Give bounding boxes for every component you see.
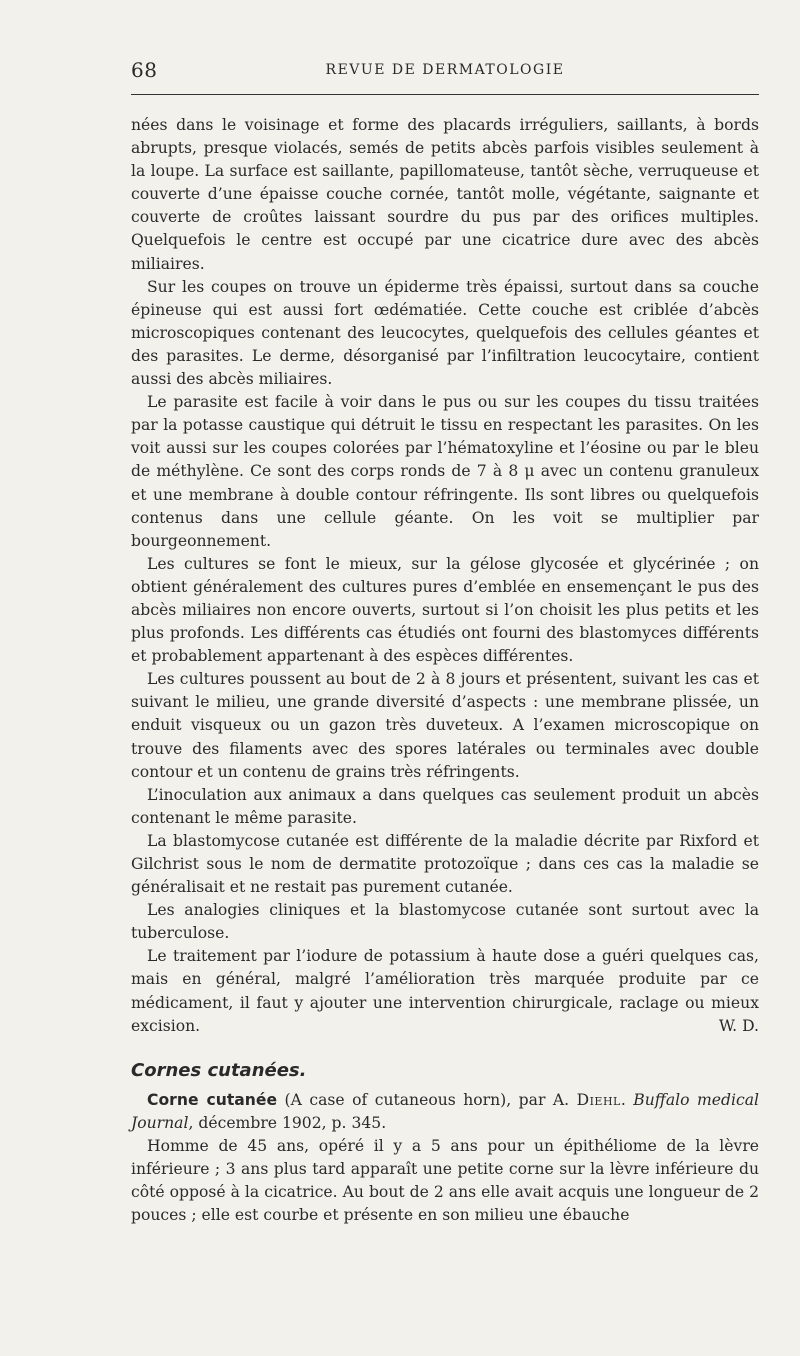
entry-journal: Buffalo medical Journal <box>131 1090 759 1132</box>
paragraph: La blastomycose cutanée est différente de la maladie décrite par Rixford et Gilchrist sous le nom de dermatite protozoïque ; dans ces cas la maladie se généralisait et ne restait pas purement cutanée. <box>131 831 759 897</box>
page-header <box>131 56 759 86</box>
paragraph: Les cultures se font le mieux, sur la gélose glycosée et glycérinée ; on obtient généralement des cultures pures d’emblée en ensemençant le pus des abcès miliaires non encore ouverts, surtout si l’on choisit les plus petits et les plus profonds. Les différents cas étudiés ont fourni des blastomyces différents et probablement appartenant à des espèces différentes. <box>131 554 759 666</box>
paragraph: Sur les coupes on trouve un épiderme très épaissi, surtout dans sa couche épineuse qui est aussi fort œdématiée. Cette couche est criblée d’abcès microscopiques contenant des leucocytes, quelquefois des cellules géantes et des parasites. Le derme, désorganisé par l’infiltration leucocytaire, contient aussi des abcès miliaires. <box>131 277 759 389</box>
entry-date: , décembre 1902, p. 345. <box>188 1113 387 1132</box>
bibliographic-entry: Corne cutanée (A case of cutaneous horn), par A. Diehl. Buffalo medical Journal, décembre 1902, p. 345. <box>131 1090 759 1132</box>
paragraph: L’inoculation aux animaux a dans quelques cas seulement produit un abcès contenant le même parasite. <box>131 785 759 827</box>
entry-title: Corne cutanée <box>147 1090 278 1109</box>
paragraph-with-signature <box>131 945 759 1037</box>
section-title: Cornes cutanées. <box>131 1059 307 1081</box>
paragraph: Les cultures poussent au bout de 2 à 8 jours et présentent, suivant les cas et suivant le milieu, une grande diversité d’aspects : une membrane plissée, un enduit visqueux ou un gazon très duveteux. A l’examen microscopique on trouve des filaments avec des spores latérales ou terminales avec double contour et un contenu de grains très réfringents. <box>131 670 759 781</box>
paragraph: Homme de 45 ans, opéré il y a 5 ans pour un épithéliome de la lèvre inférieure ; 3 ans plus tard apparaît une petite corne sur la lèvre inférieure du côté opposé à la cicatrice. Au bout de 2 ans elle avait acquis une longueur de 2 pouces ; elle est courbe et présente en son milieu une ébauche <box>131 1136 759 1225</box>
paragraph: Les analogies cliniques et la blastomycose cutanée sont surtout avec la tuberculose. <box>131 901 759 943</box>
paragraph-text: Le traitement par l’iodure de potassium à haute dose a guéri quelques cas, mais en général, malgré l’amélioration très marquée produite par ce médicament, il faut y ajouter une intervention chirurgicale, raclage ou mieux excision. <box>131 947 759 1035</box>
header-rule <box>131 94 759 95</box>
running-head: REVUE DE DERMATOLOGIE <box>325 62 565 78</box>
entry-subtitle: (A case of cutaneous horn), par A. <box>284 1090 570 1109</box>
signature: W. D. <box>718 1016 759 1035</box>
paragraph: Le parasite est facile à voir dans le pus ou sur les coupes du tissu traitées par la potasse caustique qui détruit le tissu en respectant les parasites. On les voit aussi sur les coupes colorées par l’hématoxyline et l’éosine ou par le bleu de méthylène. Ce sont des corps ronds de 7 à 8 μ avec un contenu granuleux et une membrane à double contour réfringente. Ils sont libres ou quelquefois contenus dans une cellule géante. On les voit se multiplier par bourgeonnement. <box>131 393 759 550</box>
paragraph: nées dans le voisinage et forme des placards irréguliers, saillants, à bords abrupts, presque violacés, semés de petits abcès parfois visibles seulement à la loupe. La surface est saillante, papillomateuse, tantôt sèche, verruqueuse et couverte d’une épaisse couche cornée, tantôt molle, végétante, saignante et couverte de croûtes laissant sourdre du pus par des orifices multiples. Quelquefois le centre est occupé par une cicatrice dure avec des abcès miliaires. <box>131 116 759 273</box>
page-number: 68 <box>131 58 158 82</box>
entry-author: Diehl <box>576 1090 621 1109</box>
body-text <box>131 114 759 1227</box>
